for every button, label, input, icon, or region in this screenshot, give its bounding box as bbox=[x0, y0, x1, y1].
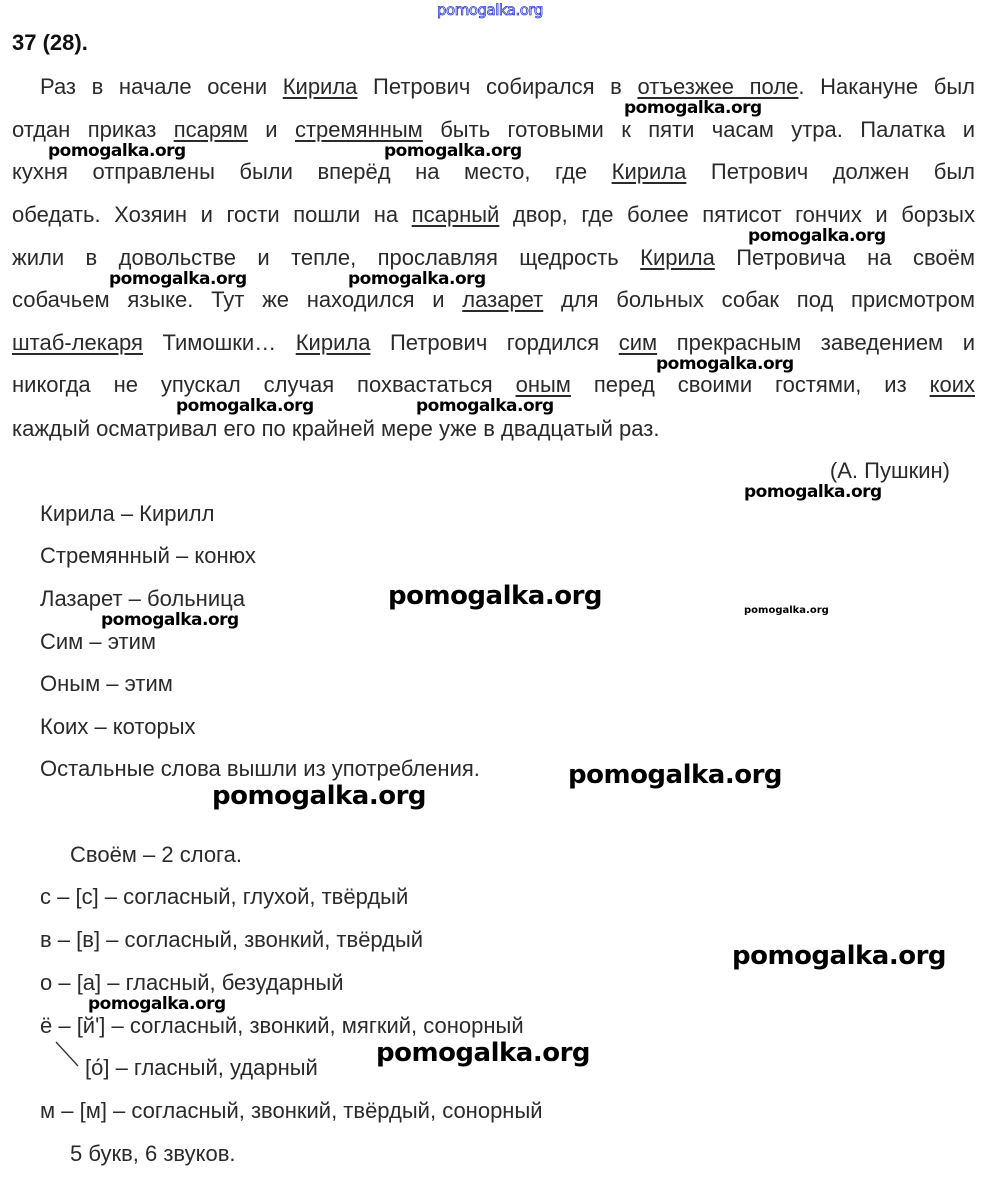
text-segment: кухня отправлены были вперёд на место, где bbox=[12, 159, 612, 184]
watermark: pomogalka.org bbox=[744, 482, 882, 502]
paragraph-line bbox=[12, 417, 975, 441]
text-segment: каждый осматривал его по крайней мере уже в двадцатый раз. bbox=[12, 416, 660, 441]
sound-line: ё – [й'] – согласный, звонкий, мягкий, сонорный bbox=[40, 1013, 524, 1038]
watermark: pomogalka.org bbox=[176, 396, 314, 416]
glossary-item: Кирила – Кирилл bbox=[40, 501, 215, 526]
watermark: pomogalka.org bbox=[376, 1038, 591, 1068]
watermark: pomogalka.org bbox=[416, 396, 554, 416]
text-segment: для больных собак под присмотром bbox=[543, 287, 975, 312]
paragraph-line bbox=[12, 160, 975, 184]
paragraph-line bbox=[12, 331, 975, 355]
text-segment: Раз в начале осени bbox=[40, 74, 283, 99]
letter-sound-summary: 5 букв, 6 звуков. bbox=[70, 1141, 236, 1166]
watermark: pomogalka.org bbox=[48, 141, 186, 161]
sound-line: о – [а] – гласный, безударный bbox=[40, 970, 344, 995]
text-segment: Тимошки… bbox=[142, 330, 296, 355]
underlined-word: лазарет bbox=[462, 287, 544, 312]
paragraph-line bbox=[12, 203, 975, 227]
glossary-item: Сим – этим bbox=[40, 629, 156, 654]
text-segment: Петрович гордился bbox=[370, 330, 619, 355]
underlined-word: штаб-лекаря bbox=[12, 330, 143, 355]
glossary-item: Коих – которых bbox=[40, 714, 196, 739]
exercise-number: 37 (28). bbox=[12, 30, 88, 55]
watermark: pomogalka.org bbox=[624, 98, 762, 118]
text-segment: быть готовыми к пяти часам утра. Палатка и bbox=[422, 117, 976, 142]
watermark: pomogalka.org bbox=[656, 354, 794, 374]
text-segment: и bbox=[247, 117, 295, 142]
underlined-word: коих bbox=[929, 372, 975, 397]
text-segment: никогда не упускал случая похвастаться bbox=[12, 372, 516, 397]
paragraph-line bbox=[12, 246, 975, 270]
paragraph-line bbox=[12, 373, 975, 397]
text-segment: перед своими гостями, из bbox=[570, 372, 930, 397]
text-segment: обедать. Хозяин и гости пошли на bbox=[12, 202, 412, 227]
watermark: pomogalka.org bbox=[732, 941, 947, 971]
watermark: pomogalka.org bbox=[384, 141, 522, 161]
glossary-item: Стремянный – конюх bbox=[40, 543, 256, 568]
text-segment: Петрович должен был bbox=[686, 159, 975, 184]
watermark: pomogalka.org bbox=[101, 610, 239, 630]
watermark: pomogalka.org bbox=[348, 269, 486, 289]
underlined-word: Кирила bbox=[640, 245, 715, 270]
watermark: pomogalka.org bbox=[437, 1, 543, 19]
text-segment: Петровича на своём bbox=[714, 245, 976, 270]
underlined-word: оным bbox=[515, 372, 571, 397]
glossary-item: Оным – этим bbox=[40, 671, 173, 696]
underlined-word: Кирила bbox=[611, 159, 687, 184]
watermark: pomogalka.org bbox=[109, 269, 247, 289]
sound-line: [о́] – гласный, ударный bbox=[85, 1055, 318, 1080]
watermark: pomogalka.org bbox=[212, 781, 427, 811]
paragraph-line bbox=[40, 75, 975, 99]
paragraph-line bbox=[12, 118, 975, 142]
author: (А. Пушкин) bbox=[829, 458, 950, 483]
underlined-word: Кирила bbox=[282, 74, 358, 99]
watermark: pomogalka.org bbox=[88, 994, 226, 1014]
underlined-word: отъезжее поле bbox=[637, 74, 799, 99]
watermark: pomogalka.org bbox=[744, 605, 829, 616]
glossary-note: Остальные слова вышли из употребления. bbox=[40, 756, 480, 781]
branch-line-icon bbox=[50, 1036, 90, 1072]
glossary-item: Лазарет – больница bbox=[40, 586, 245, 611]
text-segment: Петрович собирался в bbox=[357, 74, 638, 99]
sound-line: м – [м] – согласный, звонкий, твёрдый, сонорный bbox=[40, 1098, 543, 1123]
sound-line: в – [в] – согласный, звонкий, твёрдый bbox=[40, 927, 424, 952]
paragraph-line bbox=[12, 288, 975, 312]
underlined-word: сим bbox=[618, 330, 658, 355]
text-segment: двор, где более пятисот гончих и борзых bbox=[499, 202, 975, 227]
text-segment: прекрасным заведением и bbox=[657, 330, 975, 355]
watermark: pomogalka.org bbox=[748, 226, 886, 246]
text-segment: собачьем языке. Тут же находился и bbox=[12, 287, 463, 312]
text-segment: жили в довольстве и тепле, прославляя щедрость bbox=[12, 245, 641, 270]
underlined-word: стремянным bbox=[294, 117, 423, 142]
text-segment: отдан приказ bbox=[12, 117, 174, 142]
watermark: pomogalka.org bbox=[388, 581, 603, 611]
underlined-word: Кирила bbox=[295, 330, 371, 355]
underlined-word: псарный bbox=[411, 202, 500, 227]
syllable-count: Своём – 2 слога. bbox=[70, 842, 242, 867]
text-segment: . Накануне был bbox=[798, 74, 975, 99]
underlined-word: псарям bbox=[173, 117, 248, 142]
sound-line: с – [с] – согласный, глухой, твёрдый bbox=[40, 884, 409, 909]
watermark: pomogalka.org bbox=[568, 760, 783, 790]
